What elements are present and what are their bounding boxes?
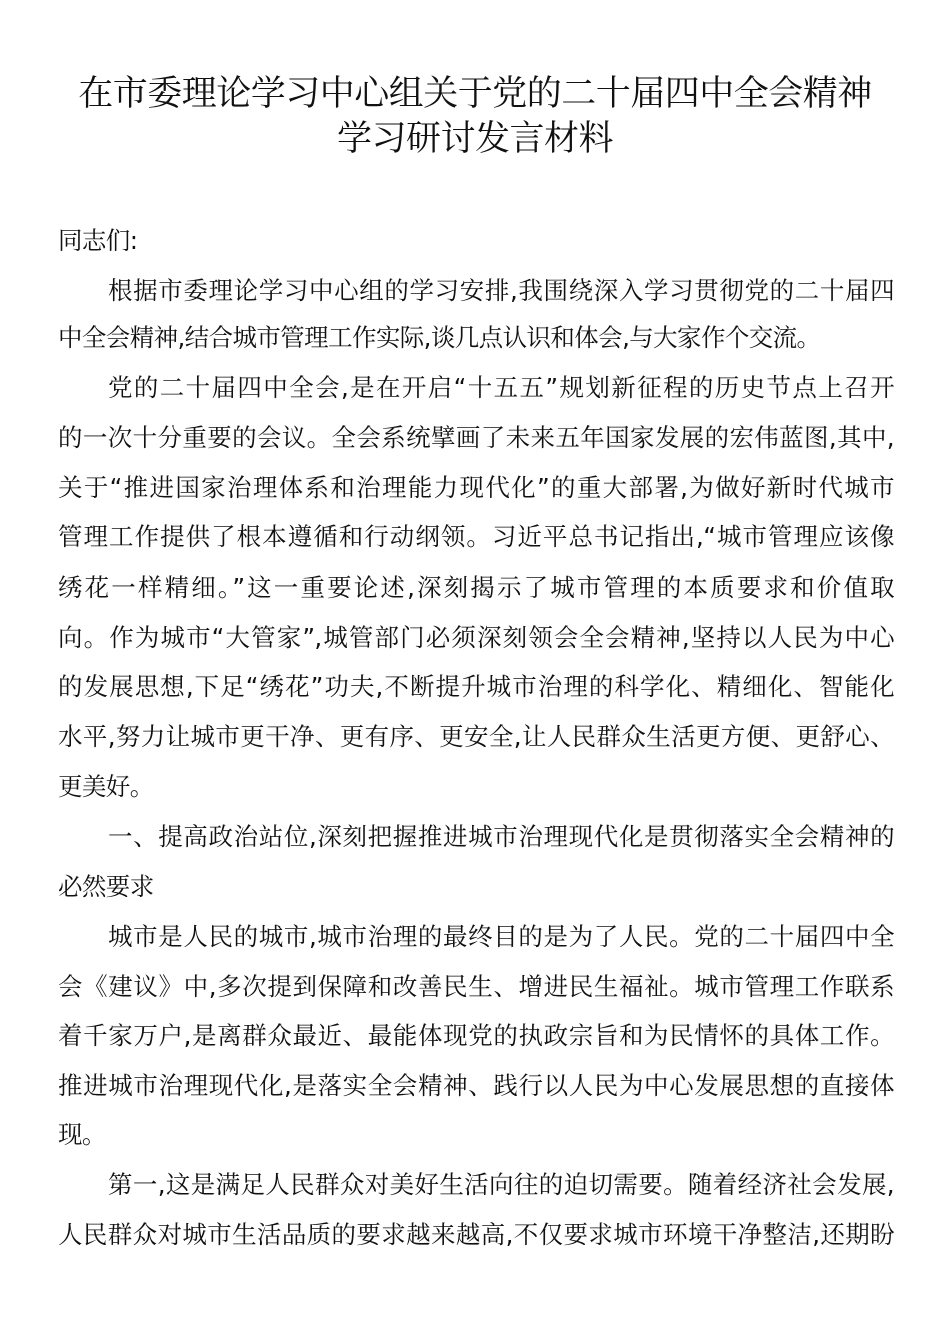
paragraph-1-line-2: 中全会精神,结合城市管理工作实际,谈几点认识和体会,与大家作个交流。 — [58, 323, 821, 352]
document-title-line-2: 学习研讨发言材料 — [336, 119, 613, 159]
paragraph-2-line-4: 管理工作提供了根本遵循和行动纲领。习近平总书记指出,“城市管理应该像 — [58, 522, 894, 551]
paragraph-2-line-1: 党的二十届四中全会,是在开启“十五五”规划新征程的历史节点上召开 — [108, 373, 894, 402]
paragraph-2-line-9: 更美好。 — [58, 772, 154, 801]
section-heading-1-line-1: 一、提高政治站位,深刻把握推进城市治理现代化是贯彻落实全会精神的 — [108, 822, 894, 851]
paragraph-2-line-8: 水平,努力让城市更干净、更有序、更安全,让人民群众生活更方便、更舒心、 — [58, 722, 894, 751]
paragraph-4-line-1: 第一,这是满足人民群众对美好生活向往的迫切需要。随着经济社会发展, — [108, 1170, 894, 1199]
paragraph-1-line-1: 根据市委理论学习中心组的学习安排,我围绕深入学习贯彻党的二十届四 — [108, 276, 894, 305]
paragraph-3-line-3: 着千家万户,是离群众最近、最能体现党的执政宗旨和为民情怀的具体工作。 — [58, 1021, 894, 1050]
paragraph-3-line-2: 会《建议》中,多次提到保障和改善民生、增进民生福祉。城市管理工作联系 — [58, 972, 894, 1001]
paragraph-2-line-5: 绣花一样精细。”这一重要论述,深刻揭示了城市管理的本质要求和价值取 — [58, 573, 894, 602]
paragraph-3-line-5: 现。 — [58, 1120, 106, 1149]
paragraph-2-line-7: 的发展思想,下足“绣花”功夫,不断提升城市治理的科学化、精细化、智能化 — [58, 672, 894, 701]
salutation: 同志们: — [58, 226, 138, 255]
section-heading-1-line-2: 必然要求 — [58, 872, 154, 901]
paragraph-3-line-1: 城市是人民的城市,城市治理的最终目的是为了人民。党的二十届四中全 — [108, 922, 894, 951]
paragraph-4-line-2: 人民群众对城市生活品质的要求越来越高,不仅要求城市环境干净整洁,还期盼 — [58, 1220, 894, 1249]
document-title-line-1: 在市委理论学习中心组关于党的二十届四中全会精神 — [78, 74, 872, 114]
paragraph-2-line-2: 的一次十分重要的会议。全会系统擘画了未来五年国家发展的宏伟蓝图,其中, — [58, 423, 894, 452]
paragraph-2-line-6: 向。作为城市“大管家”,城管部门必须深刻领会全会精神,坚持以人民为中心 — [58, 623, 894, 652]
paragraph-3-line-4: 推进城市治理现代化,是落实全会精神、践行以人民为中心发展思想的直接体 — [58, 1071, 894, 1100]
paragraph-2-line-3: 关于“推进国家治理体系和治理能力现代化”的重大部署,为做好新时代城市 — [58, 473, 894, 502]
